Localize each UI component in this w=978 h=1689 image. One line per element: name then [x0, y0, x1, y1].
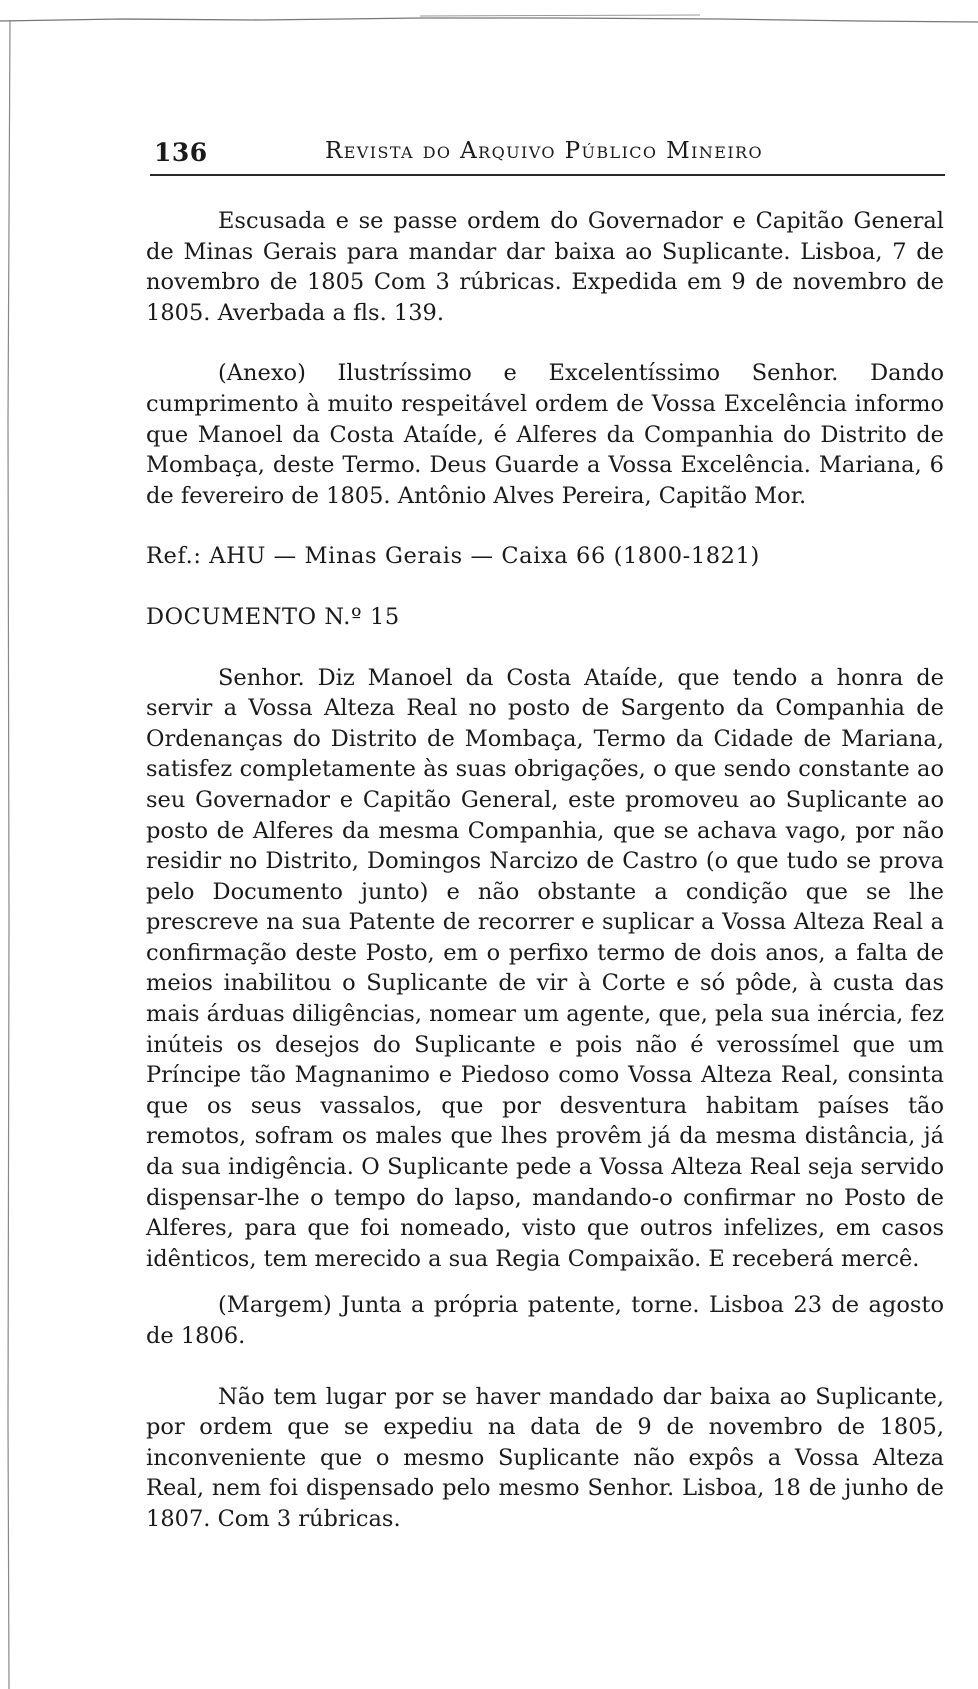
running-title: Revista do Arquivo Público Mineiro	[325, 138, 764, 164]
paragraph-anexo: (Anexo) Ilustríssimo e Excelentíssimo Senhor. Dando cumprimento à muito respeitável ordem de Vossa Excelência informo que Manoel da Costa Ataíde, é Alferes da Companhia do Distrito de Mombaça, deste Termo. Deus Guarde a Vossa Excelência. Mariana, 6 de fevereiro de 1805. Antônio Alves Pereira, Capitão Mor.	[146, 360, 944, 509]
body-text	[146, 206, 944, 1535]
header-rule	[150, 174, 945, 176]
page-header	[150, 138, 940, 172]
scan-edge-left	[4, 20, 18, 1689]
document-heading: DOCUMENTO N.º 15	[146, 603, 400, 630]
paragraph-despacho: Escusada e se passe ordem do Governador e Capitão General de Minas Gerais para mandar dar baixa ao Suplicante. Lisboa, 7 de novembro de 1805 Com 3 rúbricas. Expedida em 9 de novembro de 1805. Averbada a fls. 139.	[146, 208, 944, 326]
archive-reference: Ref.: AHU — Minas Gerais — Caixa 66 (1800-1821)	[146, 543, 760, 570]
page-number: 136	[154, 138, 208, 167]
paragraph-decision: Não tem lugar por se haver mandado dar baixa ao Suplicante, por ordem que se expediu na data de 9 de novembro de 1805, inconveniente que o mesmo Suplicante não expôs a Vossa Alteza Real, nem foi dispensado pelo mesmo Senhor. Lisboa, 18 de junho de 1807. Com 3 rúbricas.	[146, 1383, 944, 1532]
scan-edge-top	[0, 12, 978, 26]
paragraph-margin-note: (Margem) Junta a própria patente, torne. Lisboa 23 de agosto de 1806.	[146, 1292, 944, 1349]
paragraph-petition: Senhor. Diz Manoel da Costa Ataíde, que tendo a honra de servir a Vossa Alteza Real no posto de Sargento da Companhia de Ordenanças do Distrito de Mombaça, Termo da Cidade de Mariana, satisfez completamente às suas obrigações, o que sendo constante ao seu Governador e Capitão General, este promoveu ao Suplicante ao posto de Alferes da mesma Companhia, que se achava vago, por não residir no Distrito, Domingos Narcizo de Castro (o que tudo se prova pelo Documento junto) e não obstante a condição que se lhe prescreve na sua Patente de recorrer e suplicar a Vossa Alteza Real a confirmação deste Posto, em o perfixo termo de dois anos, a falta de meios inabilitou o Suplicante de vir à Corte e só pôde, à custa das mais árduas diligências, nomear um agente, que, pela sua inércia, fez inúteis os desejos do Suplicante e pois não é verossímel que um Príncipe tão Magnanimo e Piedoso como Vossa Alteza Real, consinta que os seus vassalos, que por desventura habitam países tão remotos, sofram os males que lhes provêm já da mesma distância, já da sua indigência. O Suplicante pede a Vossa Alteza Real seja servido dispensar-lhe o tempo do lapso, mandando-o confirmar no Posto de Alferes, para que foi nomeado, visto que outros infelizes, em casos idênticos, tem merecido a sua Regia Compaixão. E receberá mercê.	[146, 664, 944, 1272]
